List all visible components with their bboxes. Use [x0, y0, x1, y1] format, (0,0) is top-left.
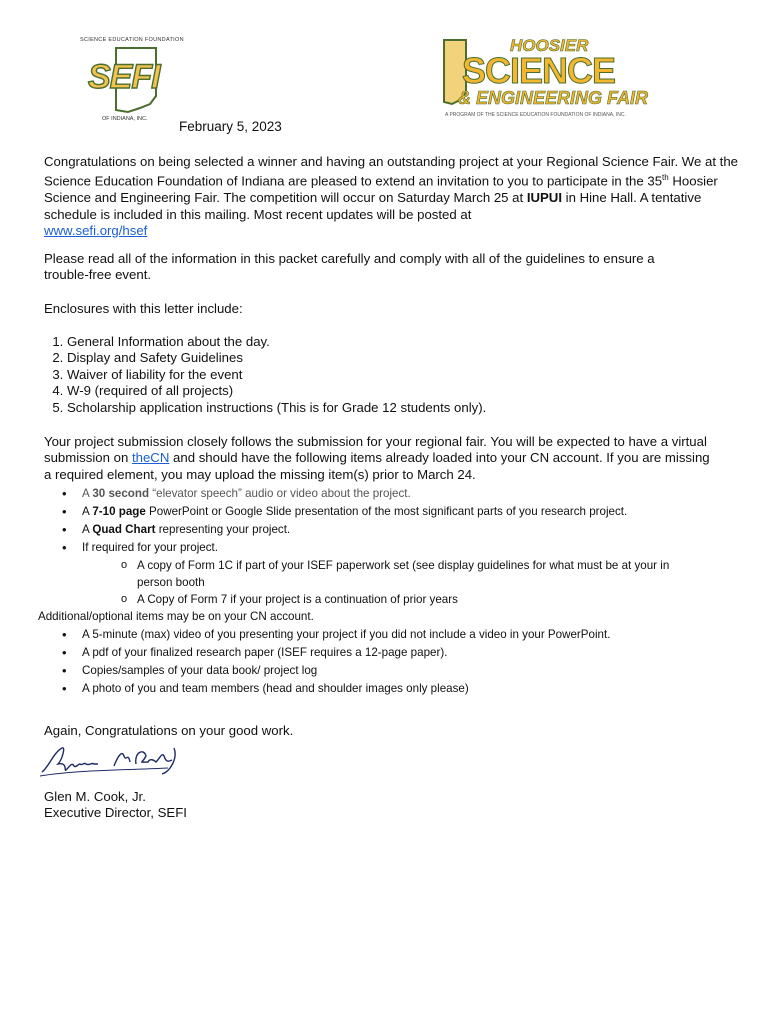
intro-text-1: Congratulations on being selected a winner and having an outstanding project at your Regional Science Fair. We at the Science Education Foundation of Indiana are pleased to extend an invitation to you to participate in the 35: [44, 154, 739, 189]
signer-title: Executive Director, SEFI: [44, 805, 187, 820]
list-item: • A 30 second “elevator speech” audio or video about the project.: [44, 485, 744, 503]
intro-paragraph: [44, 154, 744, 239]
list-item: • A pdf of your finalized research paper (ISEF requires a 12-page paper).: [44, 644, 744, 662]
sub-list-item: o A Copy of Form 7 if your project is a continuation of prior years: [92, 591, 692, 608]
list-item: 3. Waiver of liability for the event: [67, 367, 744, 383]
closing-text: Again, Congratulations on your good work.: [44, 723, 294, 738]
list-item: • A 7-10 page PowerPoint or Google Slide presentation of the most significant parts of you research project.: [44, 503, 744, 521]
list-item: • A 5-minute (max) video of you presenting your project if you did not include a video in your PowerPoint.: [44, 626, 744, 644]
intro-text-2: Hoosier Science and Engineering Fair. The competition will occur on Saturday March 25 at: [44, 173, 718, 206]
list-item: 1. General Information about the day.: [67, 334, 744, 350]
list-item: • A photo of you and team members (head and shoulder images only please): [44, 680, 744, 698]
required-items-list: [44, 485, 744, 608]
submission-text-2: and should have the following items already loaded into your CN account. If you are missing a required element, you may upload the missing item(s) prior to March 24.: [44, 450, 710, 482]
hsef-tagline: A PROGRAM OF THE SCIENCE EDUCATION FOUNDATION OF INDIANA, INC.: [445, 112, 626, 118]
signer-name: Glen M. Cook, Jr.: [44, 789, 146, 804]
read-notice: Please read all of the information in this packet carefully and comply with all of the guidelines to ensure a trouble-free event.: [44, 251, 655, 283]
list-item: 2. Display and Safety Guidelines: [67, 350, 744, 366]
list-item: 4. W-9 (required of all projects): [67, 383, 744, 399]
sefi-logo: [70, 34, 184, 126]
enclosures-list: [44, 334, 744, 416]
optional-items-list: [44, 626, 744, 698]
enclosures-heading: Enclosures with this letter include:: [44, 301, 243, 316]
signature-icon: [38, 742, 188, 782]
hsef-hoosier-text: HOOSIER: [510, 36, 589, 55]
hsef-science-text: SCIENCE: [462, 50, 616, 91]
hsef-logo: [430, 36, 649, 120]
hsef-engineering-text: & ENGINEERING FAIR: [458, 88, 649, 108]
letter-date: February 5, 2023: [179, 119, 282, 134]
intro-sup: th: [662, 173, 669, 183]
list-item: 5. Scholarship application instructions (This is for Grade 12 students only).: [67, 400, 744, 416]
list-item: • If required for your project. o A copy of Form 1C if part of your ISEF paperwork set (see display guidelines for what must be at your in person booth o A Copy of Form 7 if your project is a continuation of prior years: [44, 539, 744, 608]
intro-venue: IUPUI: [526, 190, 562, 206]
thecn-link[interactable]: theCN: [131, 450, 170, 466]
hsef-website-link[interactable]: www.sefi.org/hsef: [44, 223, 148, 239]
intro-text-3: in Hine Hall. A tentative schedule is included in this mailing. Most recent updates will be posted at: [44, 190, 702, 222]
sub-list-item: o A copy of Form 1C if part of your ISEF paperwork set (see display guidelines for what must be at your in person booth: [92, 557, 692, 591]
optional-heading: Additional/optional items may be on your CN account.: [38, 610, 314, 623]
sefi-wordmark: SEFI: [88, 58, 160, 96]
sefi-bottom-text: OF INDIANA, INC.: [102, 116, 148, 122]
list-item: • A Quad Chart representing your project.: [44, 521, 744, 539]
sefi-top-text: SCIENCE EDUCATION FOUNDATION: [80, 37, 184, 43]
submission-text-1: Your project submission closely follows the submission for your regional fair. You will be expected to have a virtual submission on: [44, 434, 707, 466]
submission-paragraph: [44, 434, 719, 483]
list-item: • Copies/samples of your data book/ project log: [44, 662, 744, 680]
